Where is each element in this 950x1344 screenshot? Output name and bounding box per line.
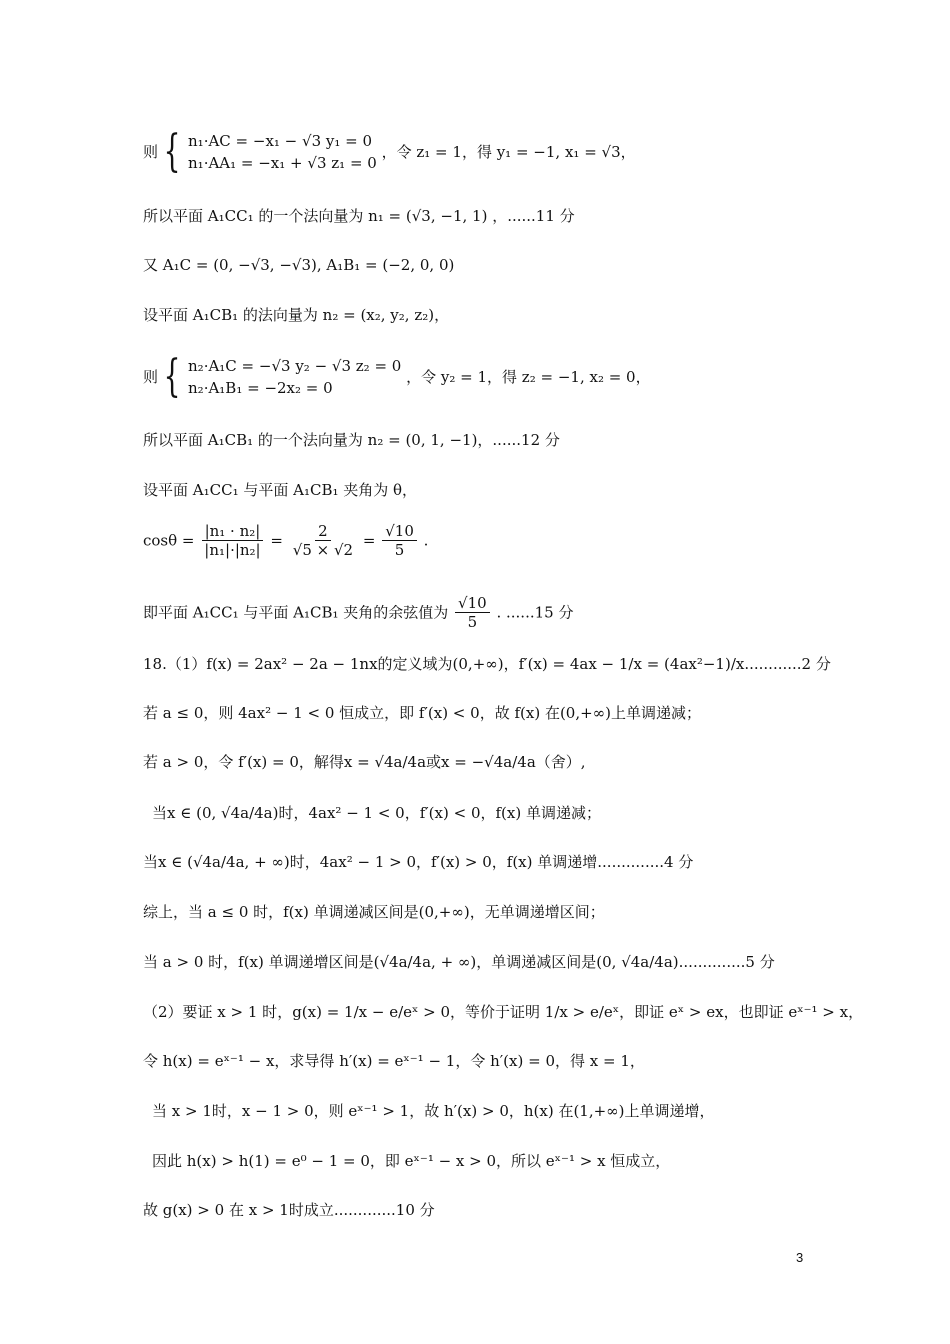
system-suffix: ，令 z₁ = 1，得 y₁ = −1, x₁ = √3，: [381, 143, 636, 161]
text-line: 设平面 A₁CB₁ 的法向量为 n₂ = (x₂, y₂, z₂)，: [143, 306, 450, 324]
text-line: 因此 h(x) > h(1) = e⁰ − 1 = 0，即 eˣ⁻¹ − x > 0，所以 eˣ⁻¹ > x 恒成立，: [152, 1152, 671, 1170]
text-line: 所以平面 A₁CC₁ 的一个法向量为 n₁ = (√3, −1, 1) ，......11 分: [143, 207, 575, 225]
text-line: 若 a ≤ 0，则 4ax² − 1 < 0 恒成立，即 f′(x) < 0，故 f(x) 在(0,+∞)上单调递减；: [143, 704, 702, 722]
left-brace-icon: {: [163, 126, 181, 177]
equation-system: [143, 351, 402, 402]
result-end: . ......15 分: [496, 603, 574, 622]
text-line: 综上，当 a ≤ 0 时，f(x) 单调递减区间是(0,+∞)，无单调递增区间；: [143, 903, 605, 921]
line-system-2: [143, 351, 651, 402]
text-line: 当 x > 1时，x − 1 > 0，则 eˣ⁻¹ > 1，故 h′(x) > 0，h(x) 在(1,+∞)上单调递增，: [152, 1102, 715, 1120]
text-line: （2）要证 x > 1 时，g(x) = 1/x − e/eˣ > 0，等价于证明 1/x > e/eˣ，即证 eˣ > ex，也即证 eˣ⁻¹ > x，: [143, 1003, 864, 1021]
result-text: 即平面 A₁CC₁ 与平面 A₁CB₁ 夹角的余弦值为: [143, 603, 449, 622]
formula-end: .: [423, 531, 429, 550]
left-brace-icon: {: [163, 351, 181, 402]
fraction: [455, 594, 490, 631]
text-line: 当x ∈ (0, √4a/4a)时，4ax² − 1 < 0，f′(x) < 0，f(x) 单调递减；: [152, 804, 601, 822]
text-line: 若 a > 0，令 f′(x) = 0，解得x = √4a/4a或x = −√4a/4a（舍）,: [143, 753, 586, 771]
system-prefix: 则: [143, 143, 159, 161]
fraction-denominator: 5: [394, 541, 405, 559]
system-equation: n₂·A₁B₁ = −2x₂ = 0: [188, 379, 333, 397]
system-equation: n₂·A₁C = −√3 y₂ − √3 z₂ = 0: [188, 357, 402, 375]
equation-system: [143, 126, 377, 177]
fraction-numerator: √10: [455, 594, 490, 613]
text-line: 18.（1）f(x) = 2ax² − 2a − 1nx的定义域为(0,+∞)，f′(x) = 4ax − 1/x = (4ax²−1)/x............2 分: [143, 655, 831, 673]
line-system-1: [143, 126, 636, 177]
text-line: 令 h(x) = eˣ⁻¹ − x，求导得 h′(x) = eˣ⁻¹ − 1，令 h′(x) = 0，得 x = 1，: [143, 1052, 645, 1070]
fraction-numerator: 2: [315, 522, 331, 541]
system-equation: n₁·AC = −x₁ − √3 y₁ = 0: [188, 132, 373, 150]
fraction: [382, 522, 417, 559]
fraction-numerator: |n₁ · n₂|: [202, 522, 264, 541]
fraction-denominator: |n₁|·|n₂|: [204, 541, 261, 559]
cosine-result-line: [143, 594, 573, 631]
system-prefix: 则: [143, 368, 159, 386]
text-line: 故 g(x) > 0 在 x > 1时成立.............10 分: [143, 1201, 435, 1219]
text-line: 所以平面 A₁CB₁ 的一个法向量为 n₂ = (0, 1, −1)，......12 分: [143, 431, 560, 449]
fraction-denominator: √5 × √2: [292, 541, 354, 559]
fraction-denominator: 5: [467, 613, 478, 631]
fraction: [201, 522, 263, 559]
text-line: 又 A₁C = (0, −√3, −√3), A₁B₁ = (−2, 0, 0): [143, 256, 455, 274]
text-line: 设平面 A₁CC₁ 与平面 A₁CB₁ 夹角为 θ，: [143, 481, 418, 499]
text-line: 当x ∈ (√4a/4a, + ∞)时，4ax² − 1 > 0，f′(x) > 0，f(x) 单调递增..............4 分: [143, 853, 694, 871]
fraction: [290, 522, 356, 559]
fraction-numerator: √10: [382, 522, 417, 541]
system-equation: n₁·AA₁ = −x₁ + √3 z₁ = 0: [188, 154, 377, 172]
page-number: 3: [796, 1250, 804, 1265]
text-line: 当 a > 0 时，f(x) 单调递增区间是(√4a/4a, + ∞)，单调递减区间是(0, √4a/4a)..............5 分: [143, 953, 775, 971]
system-suffix: ，令 y₂ = 1，得 z₂ = −1, x₂ = 0，: [406, 368, 651, 386]
formula-lhs: cosθ =: [143, 531, 195, 550]
equals-sign: =: [270, 531, 283, 550]
cosine-formula: [143, 522, 428, 559]
equals-sign: =: [362, 531, 376, 550]
